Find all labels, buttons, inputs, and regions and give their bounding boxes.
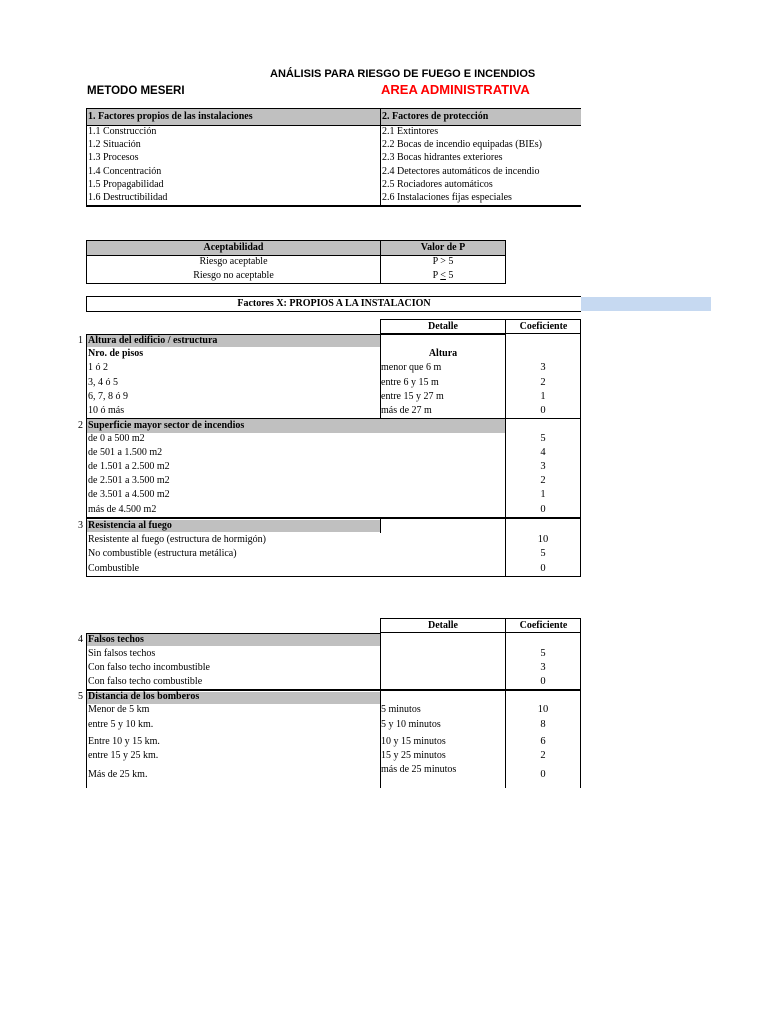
coef-cell: 8	[540, 719, 546, 730]
table-cell: 5 y 10 minutos	[381, 719, 441, 730]
table-row: Con falso techo combustible	[88, 676, 203, 687]
table-row: Sin falsos techos	[88, 648, 156, 659]
table-cell: más de 25 minutos	[381, 764, 457, 775]
table-row: de 3.501 a 4.500 m2	[88, 489, 170, 500]
group-title: Resistencia al fuego	[88, 520, 172, 531]
coef-cell: 1	[540, 489, 546, 500]
group-title: Superficie mayor sector de incendios	[88, 420, 245, 431]
table-row: de 501 a 1.500 m2	[88, 447, 163, 458]
coef-cell: 6	[540, 736, 546, 747]
table-cell: 10 y 15 minutos	[381, 736, 446, 747]
group-number: 1	[78, 335, 83, 346]
coef-cell: 2	[540, 377, 546, 388]
factors-col1-header: 1. Factores propios de las instalaciones	[88, 111, 253, 122]
coef-cell: 5	[540, 648, 546, 659]
table-row: Entre 10 y 15 km.	[88, 736, 160, 747]
list-item: 1.4 Concentración	[88, 166, 162, 177]
section-band-fill	[581, 297, 711, 311]
table-row: entre 15 y 25 km.	[88, 750, 159, 761]
group-title: Distancia de los bomberos	[88, 691, 200, 702]
table-row: de 0 a 500 m2	[88, 433, 145, 444]
coef-cell: 5	[540, 548, 546, 559]
group-number: 5	[78, 691, 83, 702]
coef-cell: 4	[540, 447, 546, 458]
list-item: 1.3 Procesos	[88, 152, 139, 163]
table-cell: 15 y 25 minutos	[381, 750, 446, 761]
table-row: Riesgo no aceptable	[193, 270, 274, 281]
coef-cell: 0	[540, 405, 546, 416]
table-cell: entre 6 y 15 m	[381, 377, 439, 388]
acceptability-col2-header: Valor de P	[420, 242, 466, 253]
coef-cell: 3	[540, 362, 546, 373]
table-cell: entre 15 y 27 m	[381, 391, 444, 402]
coef-header: Coeficiente	[519, 620, 568, 631]
coef-cell: 3	[540, 662, 546, 673]
acceptability-col1-header: Aceptabilidad	[203, 242, 264, 253]
table-row: Con falso techo incombustible	[88, 662, 210, 673]
group-title: Falsos techos	[88, 634, 144, 645]
detail-header: Detalle	[428, 321, 458, 332]
detail-header: Detalle	[428, 620, 458, 631]
coef-cell: 0	[540, 769, 546, 780]
list-item: 1.5 Propagabilidad	[88, 179, 164, 190]
coef-cell: 1	[540, 391, 546, 402]
area-label: AREA ADMINISTRATIVA	[381, 82, 530, 97]
page-title: ANÁLISIS PARA RIESGO DE FUEGO E INCENDIOS	[270, 68, 536, 80]
method-label: METODO MESERI	[87, 85, 185, 97]
table-row: 3, 4 ó 5	[88, 377, 118, 388]
table-cell: P > 5	[432, 256, 454, 267]
group-number: 3	[78, 520, 83, 531]
table-row: Resistente al fuego (estructura de hormigón)	[88, 534, 266, 545]
list-item: 2.5 Rociadores automáticos	[382, 179, 493, 190]
list-item: 2.6 Instalaciones fijas especiales	[382, 192, 512, 203]
coef-cell: 3	[540, 461, 546, 472]
table-row: más de 4.500 m2	[88, 504, 157, 515]
table-row: Más de 25 km.	[88, 769, 148, 780]
factors-col2-header: 2. Factores de protección	[382, 111, 489, 122]
coef-cell: 10	[537, 704, 549, 715]
table-cell: P < 5	[432, 270, 454, 281]
section-x-title: Factores X: PROPIOS A LA INSTALACION	[237, 298, 431, 309]
table-row: 10 ó más	[88, 405, 125, 416]
table-row: No combustible (estructura metálica)	[88, 548, 237, 559]
table-row: de 2.501 a 3.500 m2	[88, 475, 170, 486]
table-row: 1 ó 2	[88, 362, 108, 373]
list-item: 1.1 Construcción	[88, 126, 157, 137]
coef-cell: 0	[540, 504, 546, 515]
group-title: Altura del edificio / estructura	[88, 335, 218, 346]
coef-cell: 0	[540, 676, 546, 687]
table-row: Riesgo aceptable	[199, 256, 268, 267]
list-item: 1.2 Situación	[88, 139, 141, 150]
coef-header: Coeficiente	[519, 321, 568, 332]
coef-cell: 0	[540, 563, 546, 574]
coef-cell: 2	[540, 475, 546, 486]
coef-cell: 10	[537, 534, 549, 545]
list-item: 2.3 Bocas hidrantes exteriores	[382, 152, 503, 163]
group-sub-mid: Altura	[428, 348, 458, 359]
group-number: 2	[78, 420, 83, 431]
table-row: Combustible	[88, 563, 140, 574]
table-row: 6, 7, 8 ó 9	[88, 391, 128, 402]
table-row: de 1.501 a 2.500 m2	[88, 461, 170, 472]
table-row: Menor de 5 km	[88, 704, 150, 715]
table-cell: menor que 6 m	[381, 362, 442, 373]
list-item: 2.2 Bocas de incendio equipadas (BIEs)	[382, 139, 542, 150]
coef-cell: 2	[540, 750, 546, 761]
table-row: entre 5 y 10 km.	[88, 719, 154, 730]
list-item: 2.4 Detectores automáticos de incendio	[382, 166, 540, 177]
list-item: 1.6 Destructibilidad	[88, 192, 168, 203]
list-item: 2.1 Extintores	[382, 126, 439, 137]
table-cell: más de 27 m	[381, 405, 432, 416]
table-cell: 5 minutos	[381, 704, 421, 715]
coef-cell: 5	[540, 433, 546, 444]
group-sub-left: Nro. de pisos	[88, 348, 144, 359]
group-number: 4	[78, 634, 83, 645]
